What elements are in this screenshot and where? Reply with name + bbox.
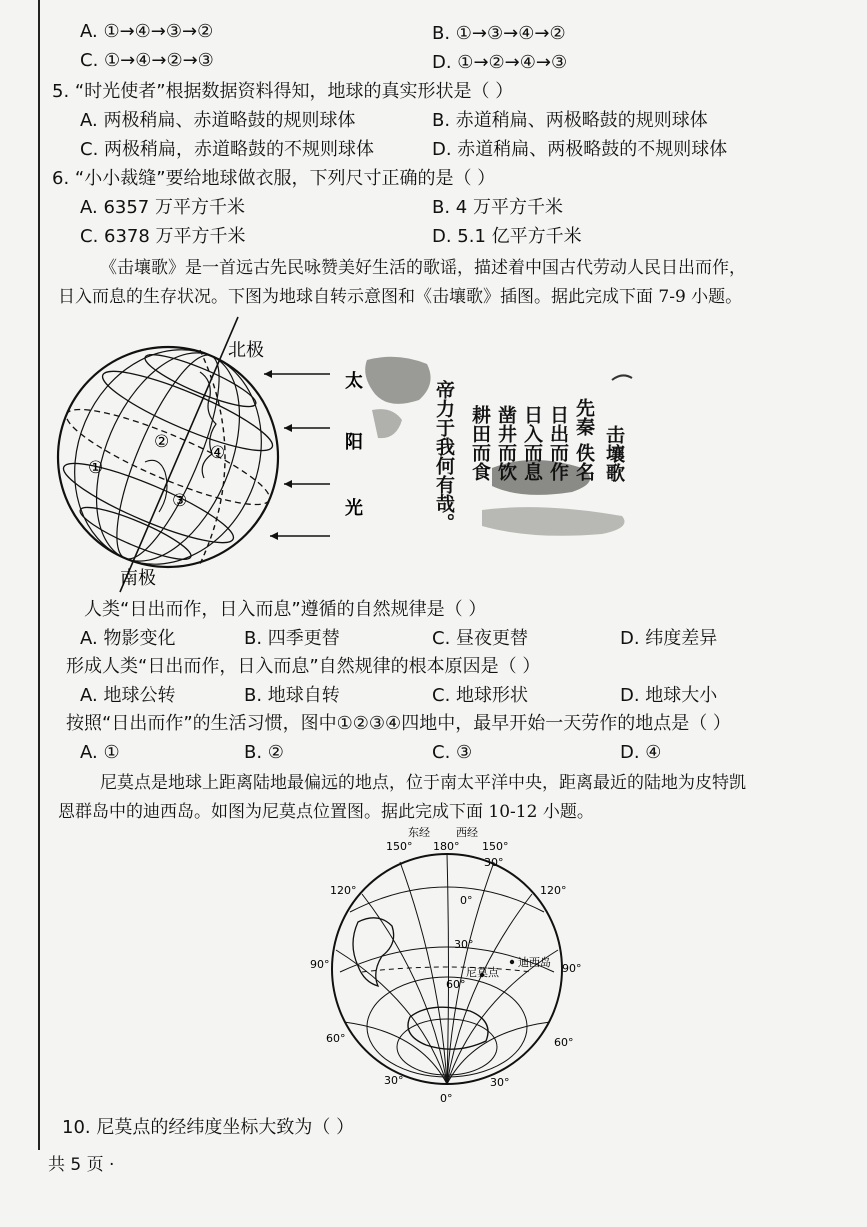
lon-label-90e: 90°: [310, 958, 330, 971]
q9-option-c: C. ③: [432, 742, 473, 763]
q8-option-c: C. 地球形状: [432, 685, 529, 706]
sunlight-arrows: [264, 374, 330, 536]
lon-label-90w: 90°: [562, 962, 582, 975]
sunlight-char-1: 太: [345, 371, 363, 392]
point-nemo-map: [300, 822, 590, 1107]
lon-label-60w: 60°: [554, 1036, 574, 1049]
q9-stem: 按照“日出而作”的生活习惯，图中①②③④四地中，最早开始一天劳作的地点是（ ）: [66, 713, 731, 734]
passage1-line1: 《击壤歌》是一首远古先民咏赞美好生活的歌谣，描述着中国古代劳动人民日出而作，: [100, 258, 746, 278]
marker-1: ①: [88, 458, 104, 478]
q7-option-a: A. 物影变化: [80, 628, 176, 649]
lat-label-60s: 60°: [446, 978, 466, 991]
q4-option-a: A. ①→④→③→②: [80, 21, 214, 42]
jirangge-illustration: [362, 350, 662, 550]
poem-col-author: 先秦 佚名: [573, 398, 595, 481]
lon-label-120w: 120°: [540, 884, 567, 897]
q4-option-b: B. ①→③→④→②: [432, 23, 566, 44]
q5-stem: 5. “时光使者”根据数据资料得知，地球的真实形状是（ ）: [52, 81, 514, 102]
marker-3: ③: [172, 491, 188, 511]
q9-option-d: D. ④: [620, 742, 662, 763]
poem-col-5: 帝力于我何有哉。: [433, 380, 455, 532]
sunlight-char-3: 光: [345, 498, 363, 519]
q5-option-d: D. 赤道稍扁、两极略鼓的不规则球体: [432, 139, 728, 160]
q9-option-a: A. ①: [80, 742, 120, 763]
lat-label-30s: 30°: [454, 938, 474, 951]
south-pole-label: 南极: [120, 568, 156, 589]
lon-label-120e: 120°: [330, 884, 357, 897]
lat-label-30n: 30°: [484, 856, 504, 869]
lon-label-150w: 150°: [482, 840, 509, 853]
q7-option-c: C. 昼夜更替: [432, 628, 529, 649]
q6-option-a: A. 6357 万平方千米: [80, 197, 245, 218]
q8-option-d: D. 地球大小: [620, 685, 718, 706]
lon-label-30e: 30°: [384, 1074, 404, 1087]
lon-label-30w: 30°: [490, 1076, 510, 1089]
q6-option-b: B. 4 万平方千米: [432, 197, 563, 218]
globe-outline: [58, 347, 278, 567]
page-footer: 共 5 页 ·: [48, 1155, 115, 1175]
passage1-line2: 日入而息的生存状况。下图为地球自转示意图和《击壤歌》插图。据此完成下面 7-9 小题。: [58, 287, 743, 307]
east-longitude-label: 东经: [408, 826, 430, 839]
marker-2: ②: [154, 432, 170, 452]
q5-option-b: B. 赤道稍扁、两极略鼓的规则球体: [432, 110, 708, 131]
q7-stem: 人类“日出而作，日入而息”遵循的自然规律是（ ）: [84, 599, 487, 620]
q6-option-c: C. 6378 万平方千米: [80, 226, 246, 247]
ducie-island-label: 迪西岛: [518, 956, 551, 969]
poem-col-title: 击壤歌: [603, 425, 625, 482]
q7-option-b: B. 四季更替: [244, 628, 340, 649]
q7-option-d: D. 纬度差异: [620, 628, 718, 649]
q8-option-b: B. 地球自转: [244, 685, 340, 706]
marker-4: ④: [210, 443, 226, 463]
sunlight-char-2: 阳: [345, 432, 363, 453]
q5-option-c: C. 两极稍扁，赤道略鼓的不规则球体: [80, 139, 375, 160]
passage2-line1: 尼莫点是地球上距离陆地最偏远的地点，位于南太平洋中央，距离最近的陆地为皮特凯: [100, 773, 746, 793]
lon-label-60e: 60°: [326, 1032, 346, 1045]
poem-col-2: 日入而息: [521, 405, 543, 481]
point-nemo-label: 尼莫点: [466, 966, 499, 979]
lon-label-0: 0°: [440, 1092, 453, 1105]
q10-stem: 10. 尼莫点的经纬度坐标大致为（ ）: [62, 1117, 355, 1138]
west-longitude-label: 西经: [456, 826, 478, 839]
q6-stem: 6. “小小裁缝”要给地球做衣服，下列尺寸正确的是（ ）: [52, 168, 496, 189]
lat-label-0: 0°: [460, 894, 473, 907]
q5-option-a: A. 两极稍扁、赤道略鼓的规则球体: [80, 110, 356, 131]
q9-option-b: B. ②: [244, 742, 284, 763]
q4-option-c: C. ①→④→②→③: [80, 50, 214, 71]
earth-rotation-diagram: [50, 312, 370, 597]
q8-option-a: A. 地球公转: [80, 685, 176, 706]
q8-stem: 形成人类“日出而作，日入而息”自然规律的根本原因是（ ）: [66, 656, 541, 677]
poem-col-4: 耕田而食: [469, 405, 491, 481]
passage2-line2: 恩群岛中的迪西岛。如图为尼莫点位置图。据此完成下面 10-12 小题。: [58, 802, 594, 822]
lon-label-150e: 150°: [386, 840, 413, 853]
poem-col-3: 凿井而饮: [495, 405, 517, 481]
north-pole-label: 北极: [228, 340, 264, 361]
poem-col-1: 日出而作: [547, 405, 569, 481]
q6-option-d: D. 5.1 亿平方千米: [432, 226, 582, 247]
lon-label-180: 180°: [433, 840, 460, 853]
q4-option-d: D. ①→②→④→③: [432, 52, 568, 73]
margin-rule: [38, 0, 40, 1150]
